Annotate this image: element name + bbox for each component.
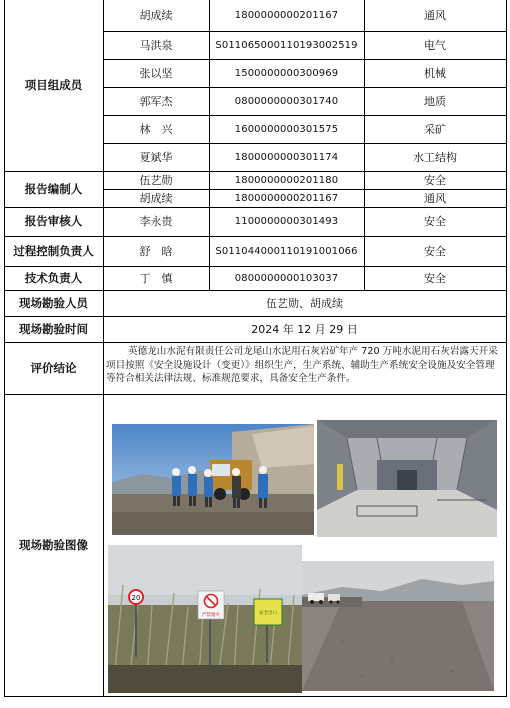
writer-role: 通风 [424,191,446,205]
table-border-bottom [4,696,507,697]
conclusion-label: 评价结论 [30,360,77,375]
speed-limit-sign: 20 [131,594,141,602]
site-photo-road-image [302,561,494,691]
team-name: 马洪泉 [139,38,173,52]
site-photo-team-image [112,424,314,535]
conclusion-text: 英德龙山水泥有限责任公司龙尾山水泥用石灰岩矿年产 720 万吨水泥用石灰岩露天开采项目按照《安全设施设计（变更）》组织生产，生产系统、辅助生产系统安全设施及安全管理等符合相关法律法规、标准规范要求，具备安全生产条件。 [106,346,498,384]
team-name: 胡成续 [139,9,173,22]
inspectors-value: 伍艺勋、胡成续 [266,296,343,310]
team-role: 采矿 [424,122,446,136]
team-role: 电气 [424,38,446,52]
writer-id: 1800000000201180 [234,174,339,186]
team-role: 机械 [424,66,446,80]
team-name: 林 兴 [139,122,173,136]
reviewer-name: 李永贵 [139,215,173,228]
writer-label: 报告编制人 [24,181,83,196]
site-photo-signs-image [108,545,302,693]
site-photo-workshop-image [317,420,497,537]
reviewer-label: 报告审核人 [24,214,83,228]
team-role: 地质 [424,94,446,108]
team-name: 张以坚 [139,66,173,80]
time-value: 2024 年 12 月 29 日 [251,322,358,336]
team-name: 夏斌华 [139,150,173,164]
team-id: 1500000000300969 [234,67,339,79]
team-id: S011065000110193002519 [215,39,358,51]
table-border-right [506,0,507,697]
team-id: 0800000000301740 [234,95,339,107]
site-photo-workshop [317,420,497,537]
time-label: 现场勘验时间 [19,321,88,336]
inspectors-label: 现场勘验人员 [19,295,88,310]
site-photo-signs [108,545,302,693]
site-photo-team [112,424,314,535]
team-id: 1600000000301575 [234,123,339,135]
tech-id: 0800000000103037 [234,272,339,284]
team-role: 水工结构 [413,150,457,164]
tech-name: 丁 慎 [139,271,173,285]
process-name: 舒 晗 [139,244,173,258]
writer-name: 伍艺勋 [139,173,173,187]
reviewer-role: 安全 [424,215,446,228]
writer-name: 胡成续 [139,191,173,205]
process-id: S011044000110191001066 [215,245,358,257]
team-label: 项目组成员 [24,78,83,92]
notice-sign-text: 安全出口 [259,611,277,616]
images-label: 现场勘验图像 [19,537,88,552]
process-label: 过程控制负责人 [13,244,94,258]
team-id: 1800000000301174 [234,151,339,163]
tech-label: 技术负责人 [24,270,83,285]
writer-role: 安全 [424,173,446,187]
site-photo-road [302,561,494,691]
writer-id: 1800000000201167 [234,192,339,204]
team-role: 通风 [424,9,446,22]
process-role: 安全 [424,244,446,258]
reviewer-id: 1100000000301493 [234,216,339,227]
team-name: 郭军杰 [139,94,173,108]
team-id: 1800000000201167 [234,10,339,21]
tech-role: 安全 [424,271,446,285]
prohibit-sign-text: 严禁烟火 [202,613,220,618]
